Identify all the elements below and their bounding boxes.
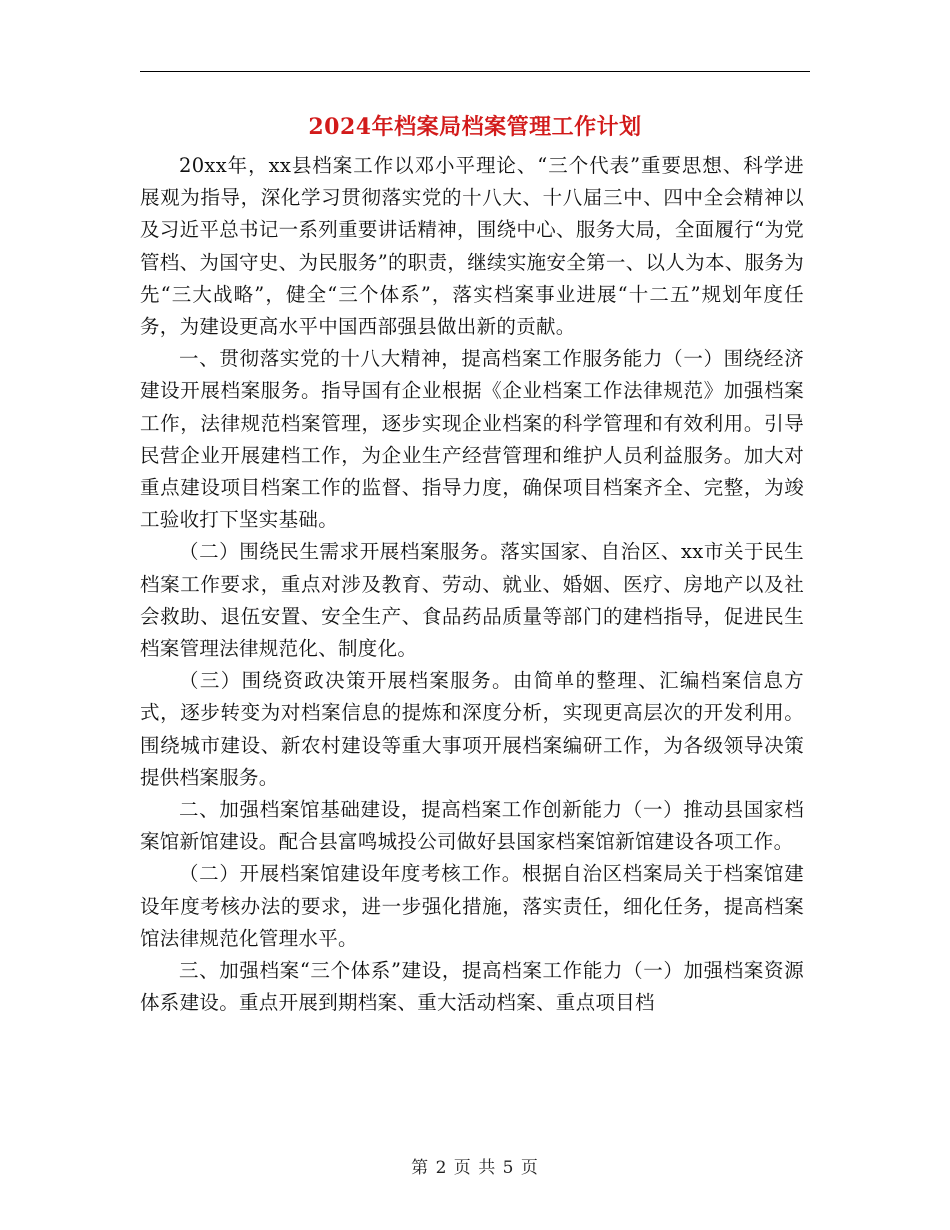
paragraph-section-2-2: （二）开展档案馆建设年度考核工作。根据自治区档案局关于档案馆建设年度考核办法的要求，进一步强化措施，落实责任，细化任务，提高档案馆法律规范化管理水平。 xyxy=(140,862,804,950)
paragraph-section-1-1: 一、贯彻落实党的十八大精神，提高档案工作服务能力（一）围绕经济建设开展档案服务。指导国有企业根据《企业档案工作法律规范》加强档案工作，法律规范档案管理，逐步实现企业档案的科学管理和有效利用。引导民营企业开展建档工作，为企业生产经营管理和维护人员利益服务。加大对重点建设项目档案工作的监督、指导力度，确保项目档案齐全、完整，为竣工验收打下坚实基础。 xyxy=(140,347,804,532)
paragraph-section-1-2: （二）围绕民生需求开展档案服务。落实国家、自治区、xx市关于民生档案工作要求，重点对涉及教育、劳动、就业、婚姻、医疗、房地产以及社会救助、退伍安置、安全生产、食品药品质量等部门的建档指导，促进民生档案管理法律规范化、制度化。 xyxy=(140,540,804,661)
document-title: 2024年档案局档案管理工作计划 xyxy=(308,114,642,140)
header-rule xyxy=(140,71,810,72)
paragraph-intro: 20xx年，xx县档案工作以邓小平理论、“三个代表”重要思想、科学进展观为指导，深化学习贯彻落实党的十八大、十八届三中、四中全会精神以及习近平总书记一系列重要讲话精神，围绕中心、服务大局，全面履行“为党管档、为国守史、为民服务”的职责，继续实施安全第一、以人为本、服务为先“三大战略”，健全“三个体系”，落实档案事业进展“十二五”规划年度任务，为建设更高水平中国西部强县做出新的贡献。 xyxy=(140,154,804,339)
document-body xyxy=(140,150,804,1019)
paragraph-section-3-1: 三、加强档案“三个体系”建设，提高档案工作能力（一）加强档案资源体系建设。重点开展到期档案、重大活动档案、重点项目档 xyxy=(140,959,804,1015)
paragraph-section-2-1: 二、加强档案馆基础建设，提高档案工作创新能力（一）推动县国家档案馆新馆建设。配合县富鸣城投公司做好县国家档案馆新馆建设各项工作。 xyxy=(140,798,804,854)
paragraph-section-1-3: （三）围绕资政决策开展档案服务。由简单的整理、汇编档案信息方式，逐步转变为对档案信息的提炼和深度分析，实现更高层次的开发利用。围绕城市建设、新农村建设等重大事项开展档案编研工作，为各级领导决策提供档案服务。 xyxy=(140,669,804,789)
page-number-footer: 第 2 页 共 5 页 xyxy=(411,1158,539,1178)
